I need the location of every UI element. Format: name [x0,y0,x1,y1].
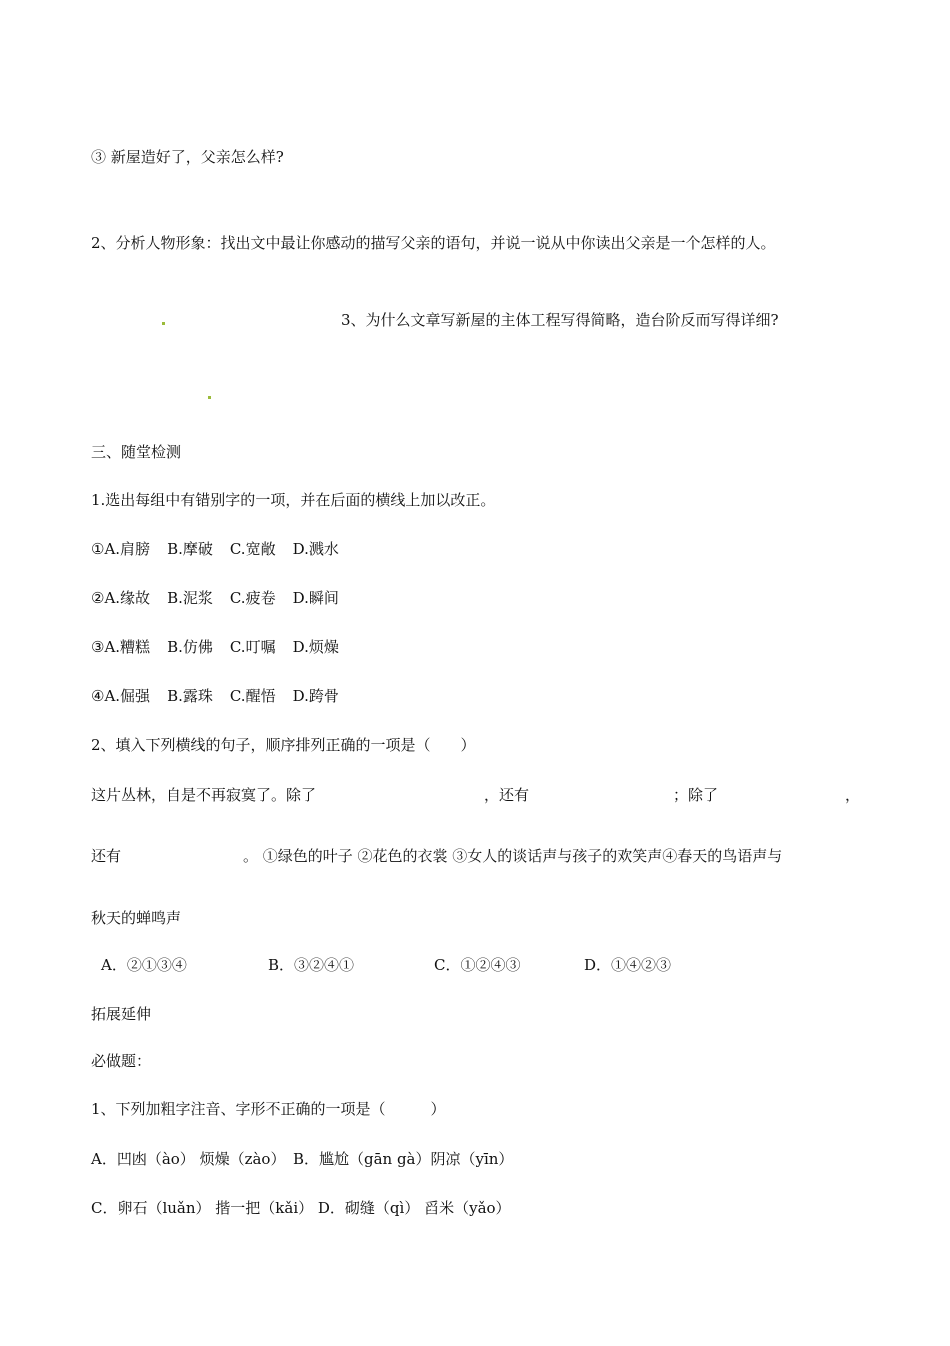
option-c: C.叮嘱 [229,638,276,656]
ext1-options-cd: C．卵石（luǎn） 揩一把（kǎi） D．砌缝（qì） 舀米（yǎo） [91,1199,511,1217]
test1-group [91,539,339,559]
option-b: B.泥浆 [167,589,213,607]
test1-prompt: 1.选出每组中有错别字的一项，并在后面的横线上加以改正。 [91,491,496,509]
option-c: C.疲卷 [229,589,276,607]
option-b: B.仿佛 [167,638,213,656]
ext1-prompt: 1、下列加粗字注音、字形不正确的一项是（ ） [91,1100,446,1118]
option-a: A.糟糕 [104,638,151,656]
option-b: B.露珠 [167,687,213,705]
ext1-options-ab: A．凹凼（ào） 烦燥（zào） B．尴尬（gān gà）阴凉（yīn） [91,1150,514,1168]
test1-group [91,686,339,706]
marker-dot [208,396,211,399]
fill-blank-choices: 。 ①绿色的叶子 ②花色的衣裳 ③女人的谈话声与孩子的欢笑声④春天的鸟语声与 [243,847,783,865]
fill-blank-sentence-part-1: 这片丛林，自是不再寂寞了。除了 [91,786,317,804]
answer-option-a: A．②①③④ [101,956,187,974]
section-title-extension: 拓展延伸 [91,1005,152,1023]
answer-option-d: D．①④②③ [584,956,672,974]
group-number: ④ [91,687,105,705]
test1-group [91,588,339,608]
option-c: C.宽敞 [229,540,276,558]
fill-blank-sentence-part-3: ；除了 [673,786,719,804]
test1-group [91,637,339,657]
option-a: A.倔强 [104,687,151,705]
option-a: A.肩膀 [104,540,151,558]
section-title-class-test: 三、随堂检测 [91,443,182,461]
option-c: C.醒悟 [229,687,276,705]
group-number: ② [91,589,105,607]
fill-blank-sentence-part-2: ，还有 [484,786,530,804]
fill-blank-choices-cont: 秋天的蝉鸣声 [91,909,182,927]
option-b: B.摩破 [167,540,213,558]
fill-blank-sentence-part-4: ， [845,786,861,804]
question-why-detail: 3、为什么文章写新屋的主体工程写得简略，造台阶反而写得详细? [341,311,779,329]
option-d: D.跨骨 [292,687,339,705]
answer-option-c: C．①②④③ [434,956,521,974]
option-d: D.溅水 [292,540,339,558]
question-father-after-house: ③ 新屋造好了，父亲怎么样? [91,148,284,166]
group-number: ① [91,540,105,558]
marker-dot [162,322,165,325]
fill-blank-sentence-part-5: 还有 [91,847,122,865]
test2-prompt: 2、填入下列横线的句子，顺序排列正确的一项是（ ） [91,736,476,754]
option-d: D.瞬间 [292,589,339,607]
answer-option-b: B．③②④① [268,956,355,974]
option-d: D.烦燥 [292,638,339,656]
option-a: A.缘故 [104,589,151,607]
question-analyze-character: 2、分析人物形象：找出文中最让你感动的描写父亲的语句，并说一说从中你读出父亲是一个怎样的人。 [91,234,776,252]
group-number: ③ [91,638,105,656]
required-title: 必做题： [91,1052,152,1070]
